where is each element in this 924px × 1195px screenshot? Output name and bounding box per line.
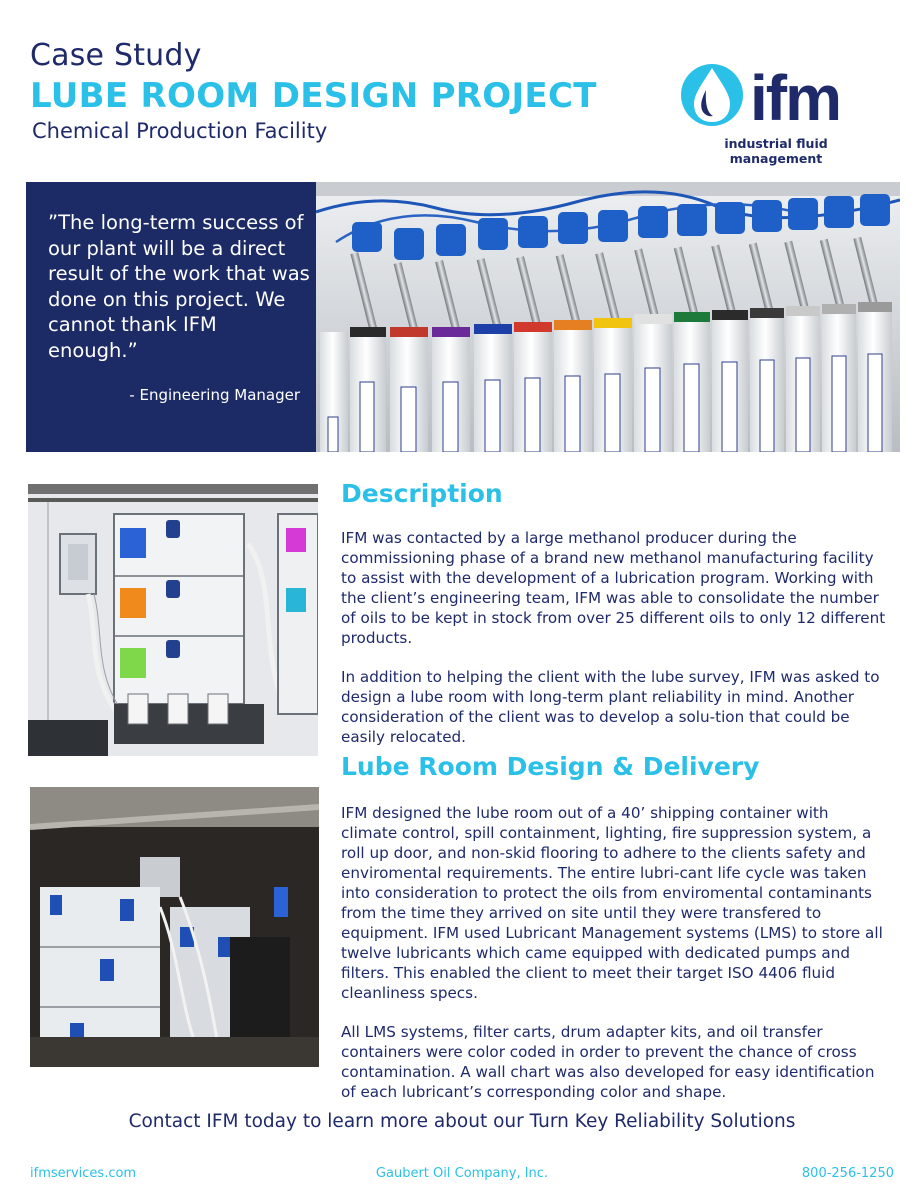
filter-tube: [320, 332, 348, 452]
lube-room-heading: Lube Room Design & Delivery: [341, 752, 760, 781]
water-drop-icon: [681, 64, 743, 126]
case-study-kicker: Case Study: [30, 38, 202, 73]
testimonial-quote: ”The long-term success of our plant will be a direct result of the work that was done on this project. We cannot thank IFM enough.”: [48, 211, 310, 362]
filter-array-photo: [316, 182, 900, 452]
description-paragraph-1: IFM was contacted by a large methanol producer during the commissioning phase of a brand new methanol manufacturing facility to assist with the development of a lubrication program. Working with the client’s engineering team, IFM was able to consolidate the number of oils to be kept in stock from over 25 different oils to only 12 different products.: [341, 529, 886, 647]
quote-panel: [26, 182, 316, 452]
description-heading: Description: [341, 479, 503, 508]
logo-wordmark: ifm: [750, 62, 840, 134]
description-paragraph-2: In addition to helping the client with the lube survey, IFM was asked to design a lube room with long-term plant reliability in mind. Another consideration of the client was to develop a solu-tion that could be easily relocated.: [341, 668, 880, 746]
lube-room-paragraph-1: IFM designed the lube room out of a 40’ shipping container with climate control, spill containment, lighting, fire suppression system, a roll up door, and non-skid flooring to adhere to the clients safety and enviromental requirements. The entire lubri-cant life cycle was taken into consideration to protect the oils from enviromental contaminants from the time they arrived on site until they were transfered to equipment. IFM used Lubricant Management systems (LMS) to store all twelve lubricants which came equipped with dedicated pumps and filters. This enabled the client to meet their target ISO 4406 fluid cleanliness specs.: [341, 804, 883, 1002]
footer-company: Gaubert Oil Company, Inc.: [375, 1166, 549, 1181]
lube-room-photo: [30, 787, 319, 1067]
page-subtitle: Chemical Production Facility: [32, 119, 328, 143]
testimonial-attribution: - Engineering Manager: [129, 386, 300, 404]
page-title: LUBE ROOM DESIGN PROJECT: [30, 76, 597, 116]
footer-website-link[interactable]: ifmservices.com: [30, 1166, 137, 1181]
lube-room-paragraph-2: All LMS systems, filter carts, drum adapter kits, and oil transfer containers were color coded in order to prevent the chance of cross contamination. A wall chart was also developed for easy identification of each lubricant’s corresponding color and shape.: [341, 1023, 875, 1101]
lms-render-image: [28, 484, 318, 756]
call-to-action: Contact IFM today to learn more about our Turn Key Reliability Solutions: [128, 1111, 796, 1132]
footer-phone[interactable]: 800-256-1250: [801, 1166, 894, 1181]
logo-tagline: industrial fluid management: [724, 136, 828, 166]
